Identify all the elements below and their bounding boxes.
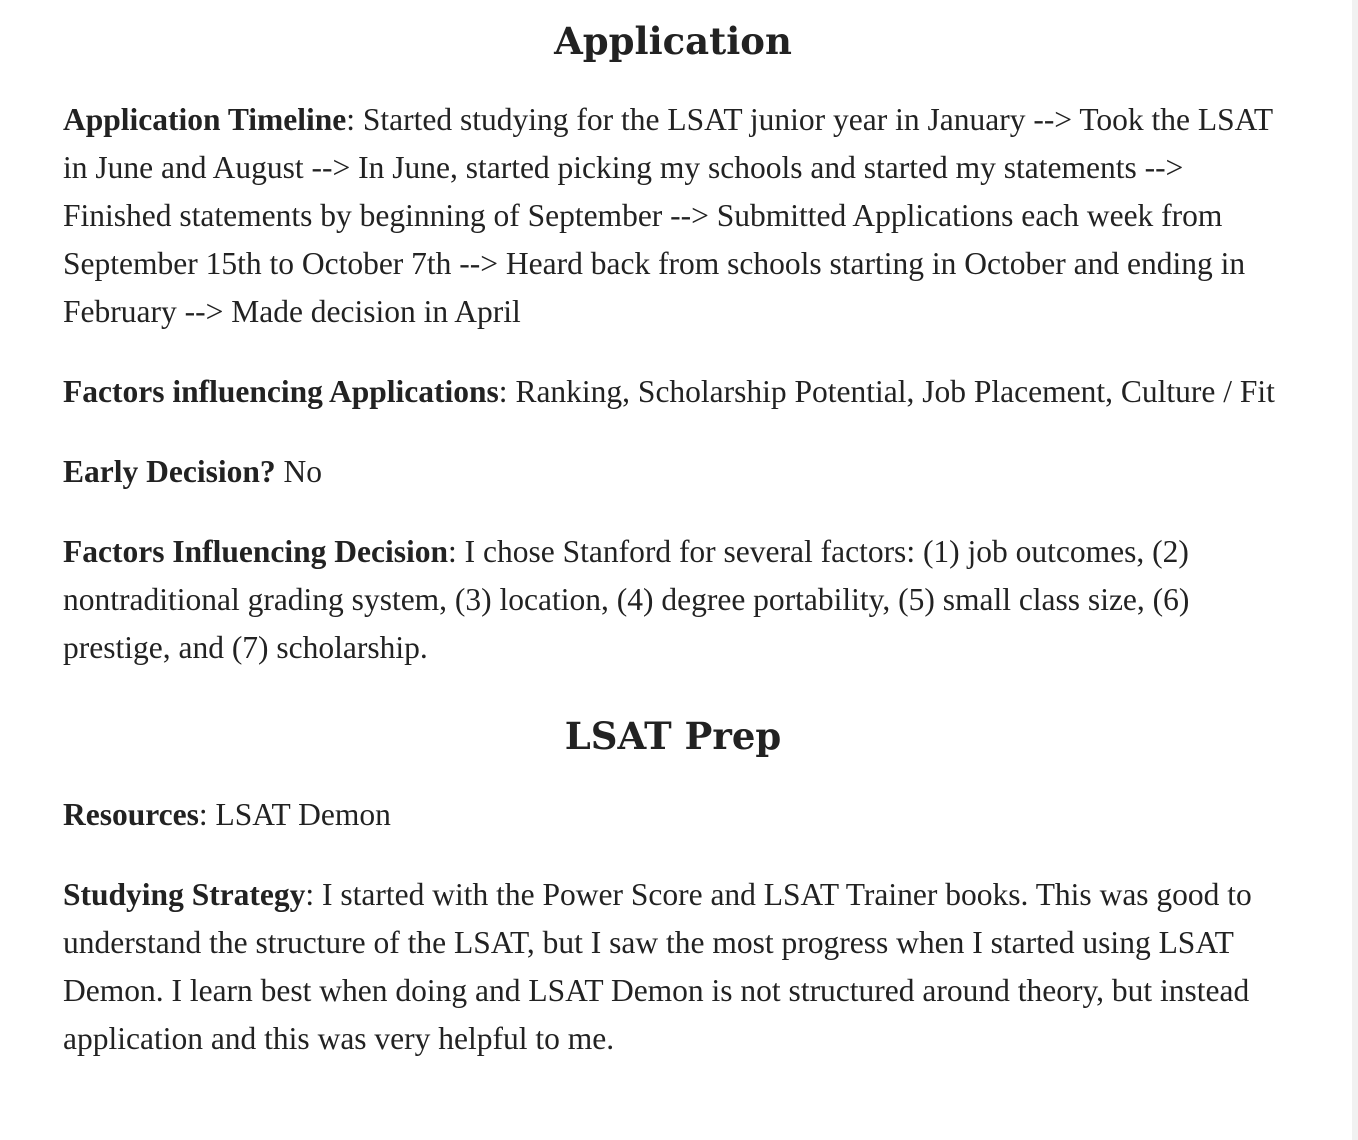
- resources-text: LSAT Demon: [215, 797, 391, 832]
- factors-decision-text: I chose Stanford for several factors: (1) job outcomes, (2) nontraditional grading system, (3) location, (4) degree portability, (5) small class size, (6) prestige, and (7) scholarship.: [63, 534, 1190, 665]
- separator: :: [305, 877, 323, 912]
- application-timeline-text: Started studying for the LSAT junior year in January --> Took the LSAT in June and August --> In June, started picking my schools and started my statements --> Finished statements by beginning of September --> Submitted Applications each week from September 15th to October 7th --> Heard back from schools starting in October and ending in February --> Made decision in April: [63, 102, 1273, 329]
- lsat-prep-heading: LSAT Prep: [564, 714, 782, 758]
- factors-applications-label: Factors influencing Applications: [63, 374, 499, 409]
- studying-strategy-paragraph: [63, 871, 1283, 1063]
- early-decision-paragraph: [63, 448, 1283, 496]
- separator: :: [447, 534, 465, 569]
- factors-decision-paragraph: [63, 528, 1283, 672]
- separator: :: [198, 797, 216, 832]
- separator: :: [346, 102, 363, 137]
- separator: :: [498, 374, 516, 409]
- scrollbar-track[interactable]: [1352, 0, 1358, 1140]
- studying-strategy-label: Studying Strategy: [63, 877, 306, 912]
- studying-strategy-text: I started with the Power Score and LSAT Trainer books. This was good to understand the structure of the LSAT, but I saw the most progress when I started using LSAT Demon. I learn best when doing and LSAT Demon is not structured around theory, but instead application and this was very helpful to me.: [63, 877, 1252, 1056]
- lsat-prep-section: [63, 712, 1283, 1063]
- application-timeline-label: Application Timeline: [63, 102, 347, 137]
- factors-applications-text: Ranking, Scholarship Potential, Job Placement, Culture / Fit: [515, 374, 1275, 409]
- application-heading: Application: [554, 19, 792, 63]
- resources-paragraph: [63, 791, 1283, 839]
- resources-label: Resources: [63, 797, 199, 832]
- factors-decision-label: Factors Influencing Decision: [63, 534, 448, 569]
- separator: [276, 454, 284, 489]
- early-decision-label: Early Decision?: [63, 454, 276, 489]
- factors-applications-paragraph: [63, 368, 1283, 416]
- early-decision-text: No: [283, 454, 322, 489]
- application-timeline-paragraph: [63, 96, 1283, 336]
- application-section: [63, 0, 1283, 672]
- article-body: [63, 0, 1283, 1063]
